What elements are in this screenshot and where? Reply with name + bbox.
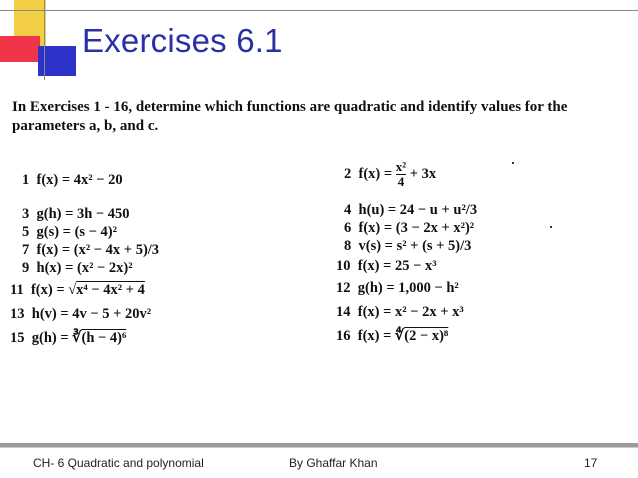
exercise-formula: g(h) = 3h − 450 (36, 206, 130, 222)
exercise-formula: f(x) = 25 − x³ (357, 258, 437, 274)
exercise-13 (10, 306, 151, 323)
exercise-1 (22, 172, 123, 189)
exercise-9 (22, 260, 133, 277)
exercise-scan (8, 84, 630, 364)
decor-horizontal-line (0, 10, 638, 11)
exercise-11 (10, 282, 145, 299)
page-number: 17 (584, 456, 598, 470)
exercise-number: 4 (344, 202, 352, 218)
exercise-radicand: (h − 4)⁶ (81, 330, 127, 346)
exercise-number: 5 (22, 224, 30, 240)
exercise-3 (22, 206, 130, 223)
exercise-number: 13 (10, 306, 25, 322)
exercise-2 (344, 160, 436, 189)
exercise-formula: f(x) = (x² − 4x + 5)/3 (36, 242, 160, 258)
exercise-16 (336, 328, 448, 345)
exercise-formula: h(x) = (x² − 2x)² (36, 260, 133, 276)
exercise-formula: v(s) = s² + (s + 5)/3 (358, 238, 472, 254)
fraction (396, 160, 406, 189)
exercise-formula: f(x) = √ (30, 282, 77, 298)
exercise-number: 12 (336, 280, 351, 296)
exercise-number: 9 (22, 260, 30, 276)
fraction-denominator: 4 (397, 174, 405, 189)
exercise-number: 6 (344, 220, 352, 236)
exercise-formula: h(v) = 4v − 5 + 20v² (31, 306, 152, 322)
instructions: In Exercises 1 - 16, determine which functions are quadratic and identify values for the parameters a, b, and c. (12, 99, 568, 134)
exercise-number: 14 (336, 304, 351, 320)
exercise-15 (10, 330, 126, 347)
exercise-formula: f(x) = ∜ (357, 328, 405, 344)
exercise-number: 3 (22, 206, 30, 222)
exercise-number: 2 (344, 165, 352, 182)
exercise-12 (336, 280, 459, 297)
exercise-6 (344, 220, 474, 237)
scan-speck (512, 162, 514, 164)
footer-author: By Ghaffar Khan (289, 456, 378, 470)
exercise-formula: g(s) = (s − 4)² (36, 224, 117, 240)
exercise-5 (22, 224, 117, 241)
exercise-radicand: (2 − x)⁸ (404, 328, 449, 344)
exercise-formula: f(x) = 4x² − 20 (36, 172, 123, 188)
scan-speck (550, 226, 552, 228)
exercise-number: 1 (22, 172, 30, 188)
exercise-radicand: x⁴ − 4x² + 4 (76, 282, 145, 298)
exercise-formula: h(u) = 24 − u + u²/3 (358, 202, 478, 218)
exercise-7 (22, 242, 159, 259)
exercise-14 (336, 304, 464, 321)
decor-vertical-line (44, 0, 45, 80)
footer-chapter: CH- 6 Quadratic and polynomial (33, 456, 204, 470)
exercise-8 (344, 238, 471, 255)
exercise-number: 11 (10, 282, 24, 298)
exercise-number: 8 (344, 238, 352, 254)
exercise-10 (336, 258, 437, 275)
exercise-number: 7 (22, 242, 30, 258)
exercise-formula: f(x) = x² − 2x + x³ (357, 304, 464, 320)
exercise-formula: f(x) = (358, 165, 396, 182)
exercise-formula-tail: + 3x (406, 165, 437, 182)
exercise-number: 16 (336, 328, 351, 344)
fraction-numerator: x² (395, 159, 407, 174)
decor-red-square (0, 36, 40, 62)
footer-divider-shadow (0, 447, 638, 448)
exercise-formula: f(x) = (3 − 2x + x²)² (358, 220, 475, 236)
slide-title: Exercises 6.1 (82, 22, 283, 59)
exercise-number: 15 (10, 330, 25, 346)
exercise-number: 10 (336, 258, 351, 274)
exercise-4 (344, 202, 477, 219)
exercise-formula: g(h) = ∛ (31, 330, 82, 346)
exercise-formula: g(h) = 1,000 − h² (357, 280, 459, 296)
